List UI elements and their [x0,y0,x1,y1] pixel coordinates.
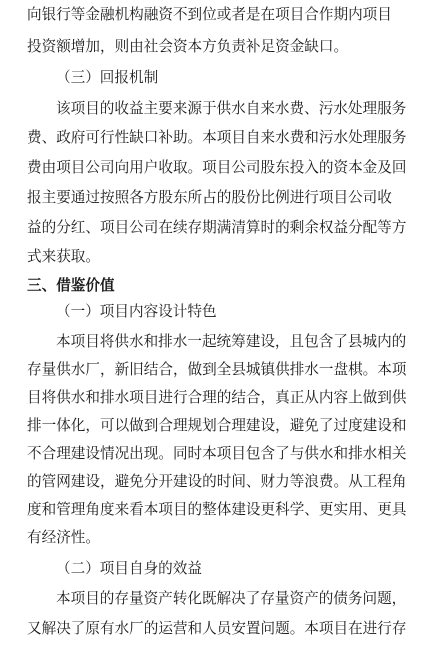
paragraph-line: 有经济性。 [27,529,100,546]
paragraph-line: 报主要通过按照各方股东所占的股份比例进行项目公司收 [27,189,392,206]
paragraph-line: 存量供水厂，新旧结合，做到全县城镇供排水一盘棋。本项 [27,361,407,378]
paragraph-line: 该项目的收益主要来源于供水自来水费、污水处理服务 [56,100,407,117]
paragraph-line: 又解决了原有水厂的运营和人员安置问题。本项目在进行存 [27,620,407,637]
paragraph-line: 式来获取。 [27,248,100,265]
paragraph-line: 本项目将供水和排水一起统筹建设，且包含了县城内的 [56,333,407,350]
section-heading-design-features: （一）项目内容设计特色 [56,303,217,320]
section-heading-reference-value: 三、借鉴价值 [27,277,115,294]
paragraph-line: 不合理建设情况出现。同时本项目包含了与供水和排水相关 [27,445,407,462]
section-heading-return-mechanism: （三）回报机制 [56,69,159,86]
paragraph-line: 目将供水和排水项目进行合理的结合，真正从内容上做到供 [27,389,407,406]
paragraph-line: 向银行等金融机构融资不到位或者是在项目合作期内项目 [27,6,392,23]
paragraph-line: 益的分红、项目公司在续存期满清算时的剩余权益分配等方 [27,219,407,236]
paragraph-line: 费由项目公司向用户收取。项目公司股东投入的资本金及回 [27,159,407,176]
paragraph-line: 本项目的存量资产转化既解决了存量资产的债务问题， [56,590,407,607]
paragraph-line: 费、政府可行性缺口补助。本项目自来水费和污水处理服务 [27,129,407,146]
paragraph-line: 投资额增加，则由社会资本方负责补足资金缺口。 [27,38,349,55]
paragraph-line: 排一体化，可以做到合理规划合理建设，避免了过度建设和 [27,417,407,434]
paragraph-line: 度和管理角度来看本项目的整体建设更科学、更实用、更具 [27,501,407,518]
paragraph-line: 的管网建设，避免分开建设的时间、财力等浪费。从工程角 [27,473,407,490]
section-heading-project-benefits: （二）项目自身的效益 [56,560,202,577]
